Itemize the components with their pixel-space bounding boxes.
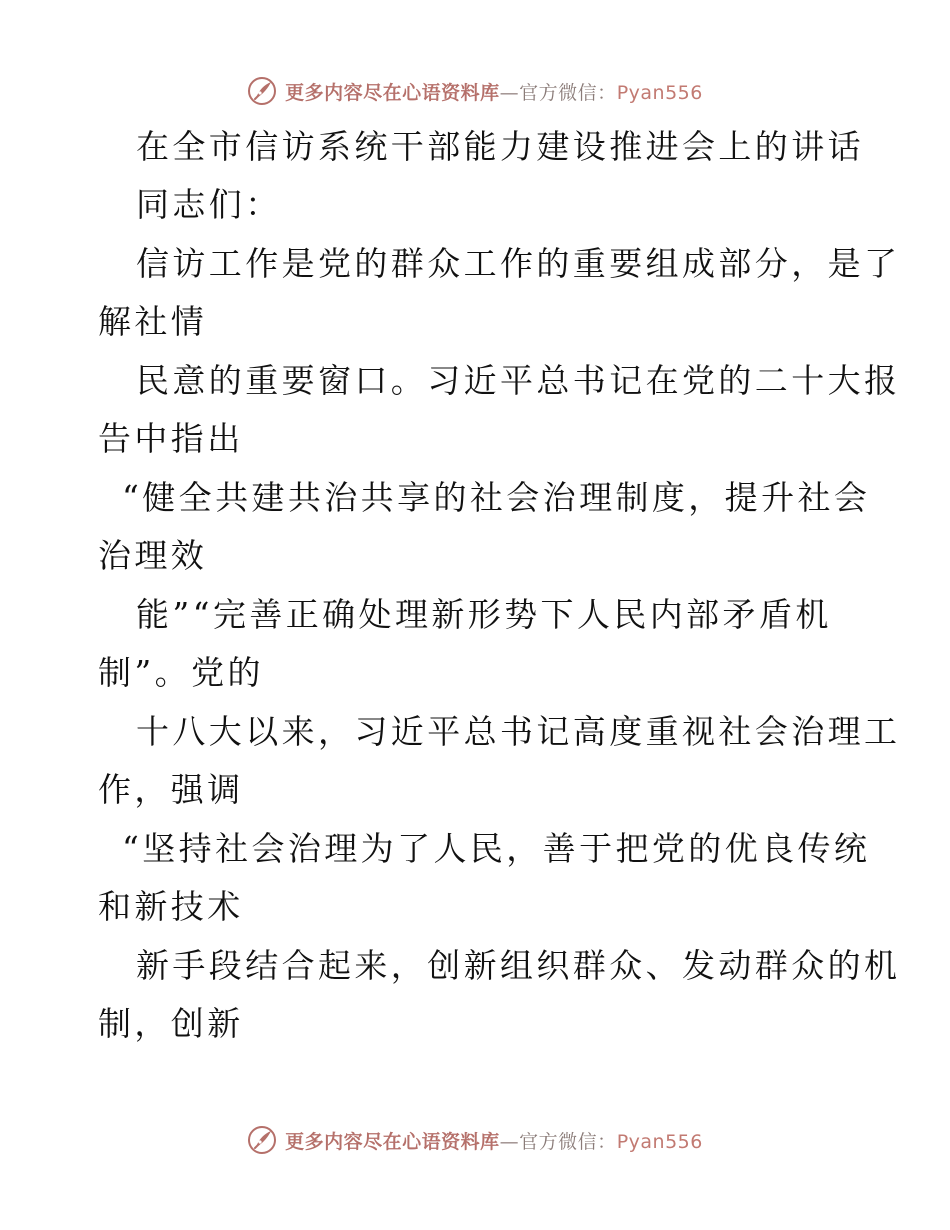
watermark-wechat-id: Pyan556: [616, 81, 703, 104]
paragraph-line: 解社情: [98, 302, 208, 341]
watermark-site-text: 更多内容尽在心语资料库: [285, 1130, 500, 1153]
paragraph-line: 民意的重要窗口。习近平总书记在党的二十大报: [136, 361, 901, 400]
watermark-site-text: 更多内容尽在心语资料库: [285, 81, 500, 104]
watermark-separator: —: [499, 1130, 520, 1153]
salutation: 同志们：: [136, 185, 282, 224]
paragraph-line: 能”“完善正确处理新形势下人民内部矛盾机: [136, 595, 832, 634]
paragraph-line: 治理效: [98, 536, 208, 575]
footer-watermark: [0, 1120, 950, 1160]
watermark-separator: —: [499, 81, 520, 104]
document-title: 在全市信访系统干部能力建设推进会上的讲话: [136, 127, 864, 166]
paragraph-line: 制”。党的: [98, 653, 264, 692]
paragraph-line: “坚持社会治理为了人民，善于把党的优良传统: [122, 829, 871, 868]
paragraph-line: 新手段结合起来，创新组织群众、发动群众的机: [136, 946, 901, 985]
paragraph-line: 信访工作是党的群众工作的重要组成部分，是了: [136, 244, 901, 283]
paragraph-line: 作，强调: [98, 770, 244, 809]
watermark-text: [285, 1127, 703, 1154]
watermark-wechat-id: Pyan556: [616, 1130, 703, 1153]
paragraph-line: 十八大以来，习近平总书记高度重视社会治理工: [136, 712, 901, 751]
paragraph-line: “健全共建共治共享的社会治理制度，提升社会: [122, 478, 871, 517]
watermark-wechat-label: 官方微信：: [519, 1130, 617, 1153]
watermark-wechat-label: 官方微信：: [519, 81, 617, 104]
quill-pen-logo-icon: [247, 1125, 277, 1155]
paragraph-line: 告中指出: [98, 419, 244, 458]
paragraph-line: 制，创新: [98, 1004, 244, 1043]
paragraph-line: 和新技术: [98, 887, 244, 926]
